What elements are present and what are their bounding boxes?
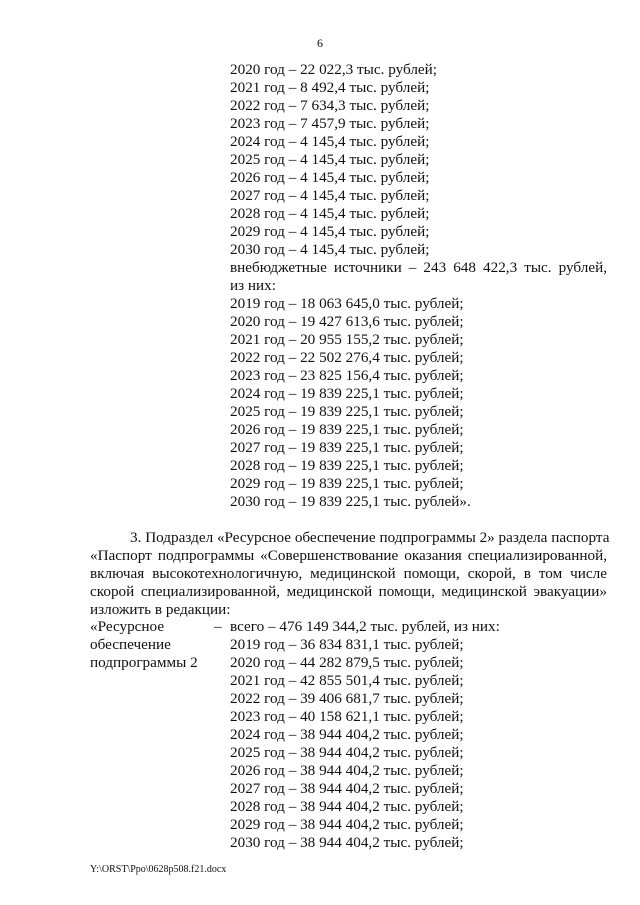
list-item: 2021 год – 20 955 155,2 тыс. рублей; <box>230 331 464 348</box>
list-item: 2026 год – 19 839 225,1 тыс. рублей; <box>230 421 464 438</box>
table-row: 2021 год – 42 855 501,4 тыс. рублей; <box>230 672 464 689</box>
list-item: 2020 год – 19 427 613,6 тыс. рублей; <box>230 313 464 330</box>
list-item: 2022 год – 7 634,3 тыс. рублей; <box>230 97 430 114</box>
list-item: 2030 год – 19 839 225,1 тыс. рублей». <box>230 493 471 510</box>
page-number: 6 <box>317 36 323 50</box>
table-dash: – <box>214 618 222 635</box>
table-label: подпрограммы 2 <box>90 654 198 671</box>
paragraph-line: 3. Подраздел «Ресурсное обеспечение подпрограммы 2» раздела паспорта <box>130 529 610 546</box>
list-item: 2021 год – 8 492,4 тыс. рублей; <box>230 79 430 96</box>
list-item: 2027 год – 19 839 225,1 тыс. рублей; <box>230 439 464 456</box>
paragraph-line: скорой специализированной, медицинской помощи, медицинской эвакуации» <box>90 583 607 600</box>
table-row: 2023 год – 40 158 621,1 тыс. рублей; <box>230 708 464 725</box>
table-row: 2024 год – 38 944 404,2 тыс. рублей; <box>230 726 464 743</box>
table-row: 2020 год – 44 282 879,5 тыс. рублей; <box>230 654 464 671</box>
paragraph-line: включая высокотехнологичную, медицинской помощи, скорой, в том числе <box>90 565 607 582</box>
extrabudget-heading-cont: из них: <box>230 277 276 294</box>
list-item: 2024 год – 4 145,4 тыс. рублей; <box>230 133 430 150</box>
table-label: обеспечение <box>90 636 171 653</box>
list-item: 2025 год – 4 145,4 тыс. рублей; <box>230 151 430 168</box>
table-row: 2030 год – 38 944 404,2 тыс. рублей; <box>230 834 464 851</box>
list-item: 2027 год – 4 145,4 тыс. рублей; <box>230 187 430 204</box>
table-row: 2029 год – 38 944 404,2 тыс. рублей; <box>230 816 464 833</box>
list-item: 2028 год – 19 839 225,1 тыс. рублей; <box>230 457 464 474</box>
list-item: 2030 год – 4 145,4 тыс. рублей; <box>230 241 430 258</box>
table-row: 2026 год – 38 944 404,2 тыс. рублей; <box>230 762 464 779</box>
table-row: 2019 год – 36 834 831,1 тыс. рублей; <box>230 636 464 653</box>
list-item: 2023 год – 23 825 156,4 тыс. рублей; <box>230 367 464 384</box>
extrabudget-heading: внебюджетные источники – 243 648 422,3 тыс. рублей, <box>230 259 607 276</box>
list-item: 2024 год – 19 839 225,1 тыс. рублей; <box>230 385 464 402</box>
table-row: 2028 год – 38 944 404,2 тыс. рублей; <box>230 798 464 815</box>
list-item: 2022 год – 22 502 276,4 тыс. рублей; <box>230 349 464 366</box>
list-item: 2029 год – 4 145,4 тыс. рублей; <box>230 223 430 240</box>
list-item: 2019 год – 18 063 645,0 тыс. рублей; <box>230 295 464 312</box>
list-item: 2026 год – 4 145,4 тыс. рублей; <box>230 169 430 186</box>
table-total: всего – 476 149 344,2 тыс. рублей, из них: <box>230 618 500 635</box>
list-item: 2025 год – 19 839 225,1 тыс. рублей; <box>230 403 464 420</box>
paragraph-line: изложить в редакции: <box>90 601 231 618</box>
table-row: 2022 год – 39 406 681,7 тыс. рублей; <box>230 690 464 707</box>
list-item: 2029 год – 19 839 225,1 тыс. рублей; <box>230 475 464 492</box>
paragraph-line: «Паспорт подпрограммы «Совершенствование оказания специализированной, <box>90 547 607 564</box>
table-label: «Ресурсное <box>90 618 165 635</box>
file-path-footer: Y:\ORST\Ppo\0628p508.f21.docx <box>90 864 227 875</box>
list-item: 2028 год – 4 145,4 тыс. рублей; <box>230 205 430 222</box>
list-item: 2020 год – 22 022,3 тыс. рублей; <box>230 61 438 78</box>
table-row: 2025 год – 38 944 404,2 тыс. рублей; <box>230 744 464 761</box>
list-item: 2023 год – 7 457,9 тыс. рублей; <box>230 115 430 132</box>
table-row: 2027 год – 38 944 404,2 тыс. рублей; <box>230 780 464 797</box>
